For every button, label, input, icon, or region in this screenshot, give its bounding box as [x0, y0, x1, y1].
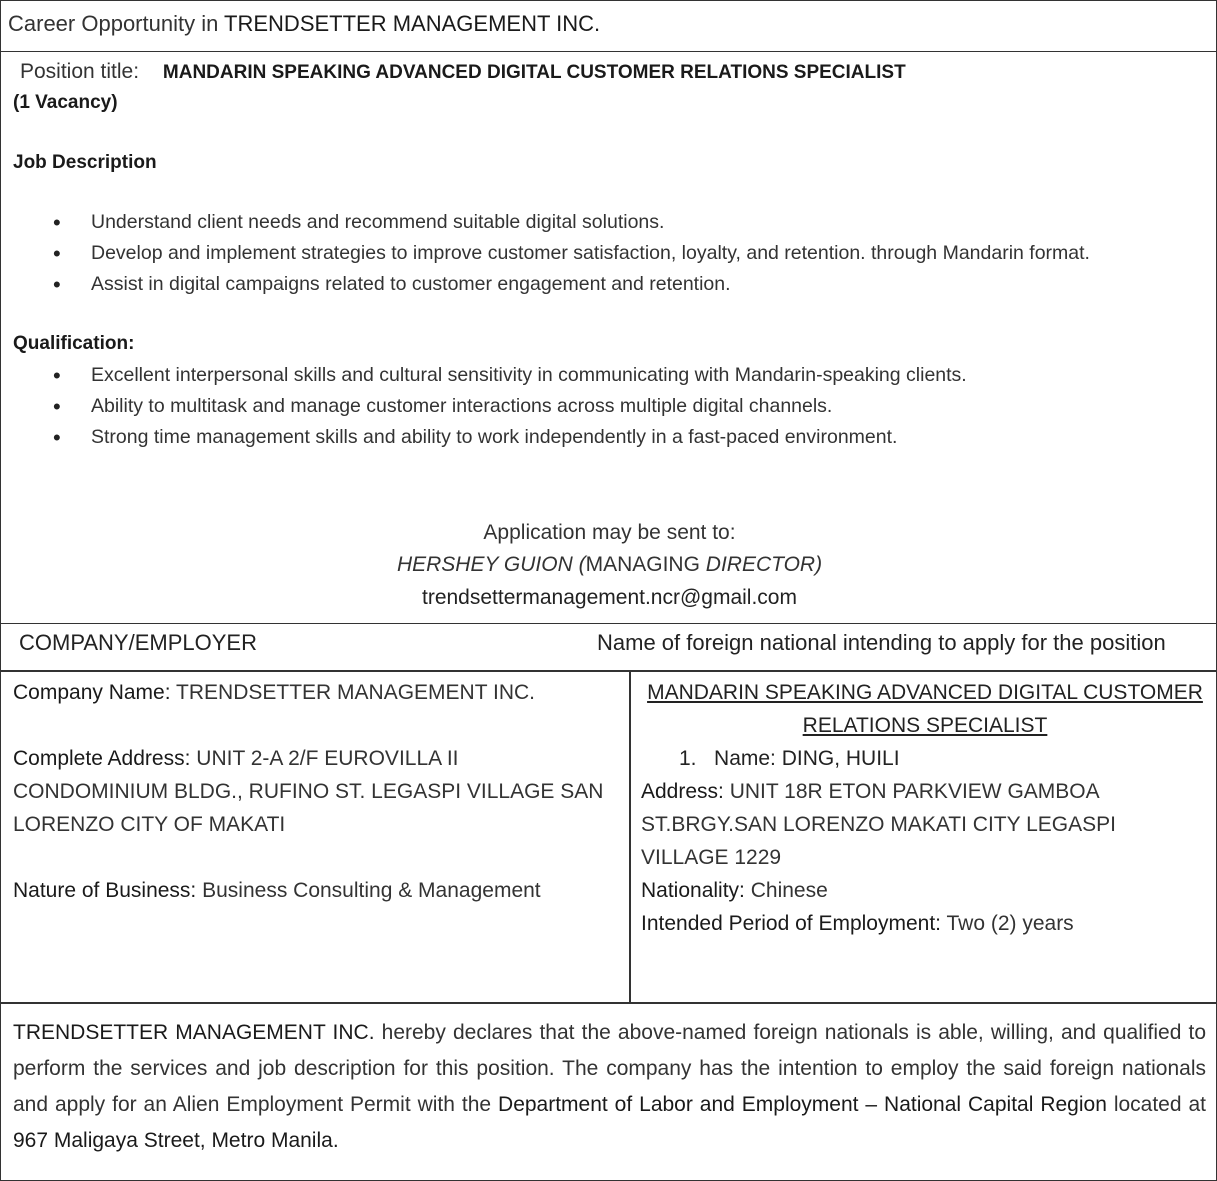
applicant-nationality-value: Chinese — [750, 879, 828, 902]
company-address-row — [13, 742, 618, 841]
company-name-value: TRENDSETTER MANAGEMENT INC. — [176, 681, 535, 704]
foreign-national-heading: Name of foreign national intending to apply for the position — [597, 630, 1166, 655]
list-item: • Understand client needs and recommend suitable digital solutions. — [1, 207, 1090, 238]
job-description-list — [1, 207, 1090, 300]
declaration-text-a: hereby declares that the above-named foreign nationals is able, willing, and qualified to perform the services and job description for this position. The company has the intention to employ the said foreign nationals and apply for an Alien Employment Permit with the — [13, 1021, 1207, 1116]
contact-name: HERSHEY GUION ( — [396, 553, 586, 576]
applicant-name-row — [641, 742, 1209, 775]
application-intro: Application may be sent to: — [483, 521, 736, 544]
qualification-list — [1, 360, 967, 453]
position-line — [20, 60, 906, 84]
applicant-address-value: UNIT 18R ETON PARKVIEW GAMBOA ST.BRGY.SAN LORENZO MAKATI CITY LEGASPI VILLAGE 1229 — [641, 780, 1116, 869]
header-company: TRENDSETTER MANAGEMENT INC. — [224, 11, 601, 36]
company-name-row — [13, 676, 618, 709]
vacancy-count: (1 Vacancy) — [13, 92, 118, 113]
company-table-header — [0, 624, 1217, 672]
list-item: • Develop and implement strategies to improve customer satisfaction, loyalty, and retention. through Mandarin format. — [1, 238, 1090, 269]
applicant-number: 1. — [679, 747, 697, 770]
contact-role-a: MANAGING — [585, 553, 700, 576]
company-business-label: Nature of Business: — [13, 879, 197, 902]
contact-email[interactable]: trendsettermanagement.ncr@gmail.com — [422, 586, 797, 609]
qualification-heading: Qualification: — [13, 333, 135, 354]
applicant-name: Name: DING, HUILI — [714, 747, 900, 770]
details-table — [0, 672, 1217, 1004]
company-business-value: Business Consulting & Management — [202, 879, 541, 902]
application-contact — [1, 553, 1217, 577]
position-title: MANDARIN SPEAKING ADVANCED DIGITAL CUSTOMER RELATIONS SPECIALIST — [162, 62, 906, 83]
company-address-value: UNIT 2-A 2/F EUROVILLA II CONDOMINIUM BLDG., RUFINO ST. LEGASPI VILLAGE SAN LORENZO CITY OF MAKATI — [13, 747, 604, 836]
job-description-heading: Job Description — [13, 152, 157, 173]
declaration-address: 967 Maligaya Street, Metro Manila. — [13, 1129, 339, 1152]
list-item: • Strong time management skills and ability to work independently in a fast-paced environment. — [1, 422, 967, 453]
applicant-address-row — [641, 775, 1209, 874]
company-name-label: Company Name: — [13, 681, 171, 704]
applicant-address-label: Address: — [641, 780, 724, 803]
header-prefix: Career Opportunity in — [8, 11, 219, 36]
applicant-nationality-label: Nationality: — [641, 879, 745, 902]
declaration-agency: Department of Labor and Employment – National Capital Region — [498, 1093, 1107, 1116]
header-bar — [0, 0, 1217, 52]
list-item: • Ability to multitask and manage customer interactions across multiple digital channels. — [1, 391, 967, 422]
applicant-period-row — [641, 907, 1209, 940]
applicant-nationality-row — [641, 874, 1209, 907]
declaration-text-b: located at — [1113, 1093, 1206, 1116]
column-divider — [629, 672, 631, 1004]
list-item: • Excellent interpersonal skills and cultural sensitivity in communicating with Mandarin-speaking clients. — [1, 360, 967, 391]
applicant-period-value: Two (2) years — [946, 912, 1074, 935]
company-business-row — [13, 874, 618, 907]
list-item: • Assist in digital campaigns related to customer engagement and retention. — [1, 269, 1090, 300]
company-address-label: Complete Address: — [13, 747, 191, 770]
applicant-role-title: MANDARIN SPEAKING ADVANCED DIGITAL CUSTOMER RELATIONS SPECIALIST — [647, 681, 1203, 737]
company-employer-heading: COMPANY/EMPLOYER — [19, 630, 257, 655]
applicant-period-label: Intended Period of Employment: — [641, 912, 942, 935]
job-section — [0, 51, 1217, 624]
declaration-company: TRENDSETTER MANAGEMENT INC. — [13, 1021, 375, 1044]
company-details — [13, 676, 618, 907]
declaration-section — [0, 1004, 1217, 1181]
applicant-details — [641, 676, 1209, 940]
contact-role-b: DIRECTOR) — [705, 553, 823, 576]
position-label: Position title: — [20, 60, 140, 83]
